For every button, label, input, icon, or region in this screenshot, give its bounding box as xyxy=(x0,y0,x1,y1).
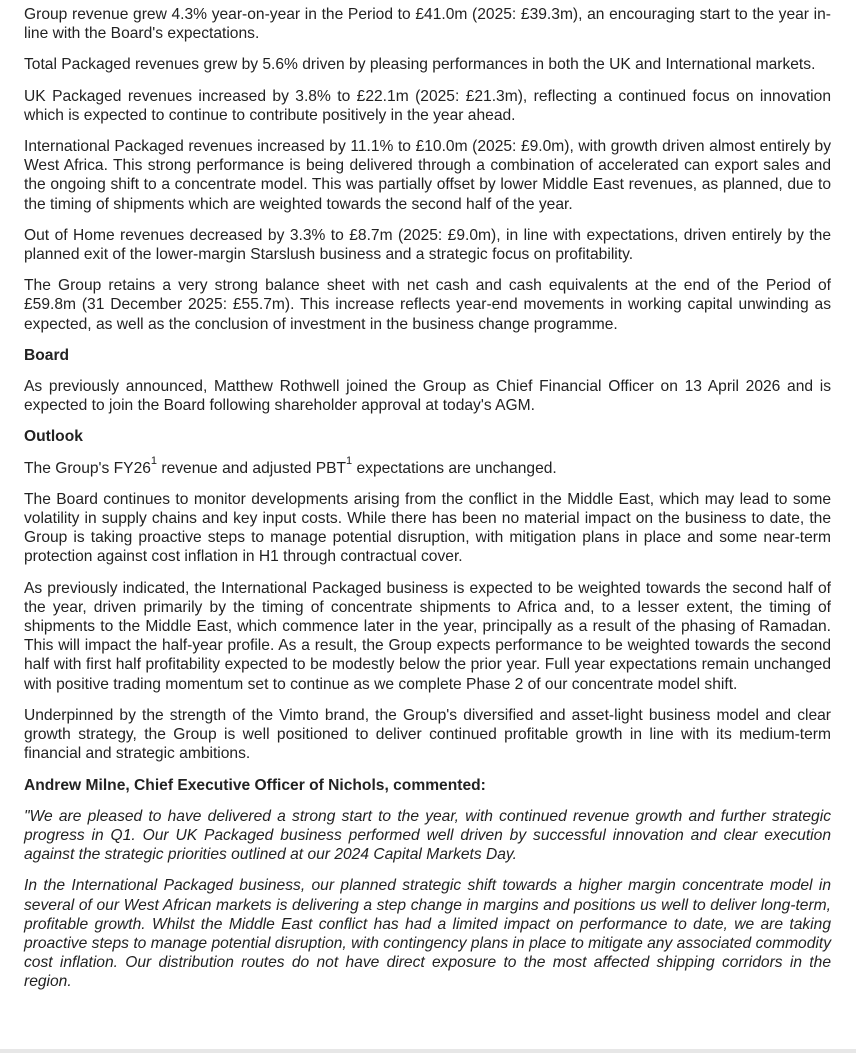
outlook-text-c: expectations are unchanged. xyxy=(352,459,557,477)
paragraph-packaged-revenues: Total Packaged revenues grew by 5.6% driven by pleasing performances in both the UK and International markets. xyxy=(24,56,816,74)
paragraph-outlook-expectations xyxy=(24,455,831,478)
ceo-comment-heading: Andrew Milne, Chief Executive Officer of Nichols, commented: xyxy=(24,776,486,794)
paragraph-balance-sheet: The Group retains a very strong balance sheet with net cash and cash equivalents at the end of the Period of £59.8m (31 December 2025: £55.7m). This increase reflects year-end movements in working capital unwinding as expected, as well as the conclusion of investment in the business change programme. xyxy=(24,277,831,333)
paragraph-board: As previously announced, Matthew Rothwell joined the Group as Chief Financial Officer on 13 April 2026 and is expected to join the Board following shareholder approval at today's AGM. xyxy=(24,378,831,415)
paragraph-half-year-weighting: As previously indicated, the International Packaged business is expected to be weighted towards the second half of the year, driven primarily by the timing of concentrate shipments to Africa and, to a lesser extent, the timing of shipments to the Middle East, which commence later in the year, principally as a result of the phasing of Ramadan. This will impact the half-year profile. As a result, the Group expects performance to be weighted towards the second half with first half profitability expected to be modestly below the prior year. Full year expectations remain unchanged with positive trading momentum set to continue as we complete Phase 2 of our concentrate model shift. xyxy=(24,579,831,693)
paragraph-international-packaged: International Packaged revenues increased by 11.1% to £10.0m (2025: £9.0m), with growth driven almost entirely by West Africa. This strong performance is being delivered through a combination of accelerated can export sales and the ongoing shift to a concentrate model. This was partially offset by lower Middle East revenues, as planned, due to the timing of shipments which are weighted towards the second half of the year. xyxy=(24,138,831,213)
ceo-quote-paragraph-2: In the International Packaged business, our planned strategic shift towards a higher margin concentrate model in several of our West African markets is delivering a step change in margins and positions us well to deliver long-term, profitable growth. Whilst the Middle East conflict has had a limited impact on performance to date, we are taking proactive steps to manage potential disruption, with contingency plans in place to mitigate any associated commodity cost inflation. Our distribution routes do not have direct exposure to the most affected shipping corridors in the region. xyxy=(24,877,831,991)
board-heading: Board xyxy=(24,346,70,364)
paragraph-middle-east-conflict: The Board continues to monitor developments arising from the conflict in the Middle East, which may lead to some volatility in supply chains and key input costs. While there has been no material impact on the business to date, the Group is taking proactive steps to manage potential disruption, with mitigation plans in place and some near-term protection against cost inflation in H1 through contractual cover. xyxy=(24,490,831,566)
footnote-marker: 1 xyxy=(150,455,158,468)
paragraph-uk-packaged: UK Packaged revenues increased by 3.8% to £22.1m (2025: £21.3m), reflecting a continued focus on innovation which is expected to continue to contribute positively in the year ahead. xyxy=(24,87,831,124)
paragraph-out-of-home: Out of Home revenues decreased by 3.3% to £8.7m (2025: £9.0m), in line with expectations, driven entirely by the planned exit of the lower-margin Starslush business and a strategic focus on profitability. xyxy=(24,226,831,264)
bottom-divider xyxy=(0,1049,856,1053)
outlook-text-b: revenue and adjusted PBT xyxy=(157,459,347,477)
paragraph-group-revenue: Group revenue grew 4.3% year-on-year in the Period to £41.0m (2025: £39.3m), an encouraging start to the year in-line with the Board's expectations. xyxy=(24,6,831,43)
ceo-quote-paragraph-1: "We are pleased to have delivered a strong start to the year, with continued revenue growth and further strategic progress in Q1. Our UK Packaged business performed well driven by successful innovation and clear execution against the strategic priorities outlined at our 2024 Capital Markets Day. xyxy=(24,807,831,864)
outlook-heading: Outlook xyxy=(24,428,83,446)
footnote-marker: 1 xyxy=(346,455,353,468)
paragraph-vimto-brand: Underpinned by the strength of the Vimto brand, the Group's diversified and asset-light business model and clear growth strategy, the Group is well positioned to deliver continued profitable growth in line with its medium-term financial and strategic ambitions. xyxy=(24,706,831,763)
outlook-text-a: The Group's FY26 xyxy=(24,459,151,477)
